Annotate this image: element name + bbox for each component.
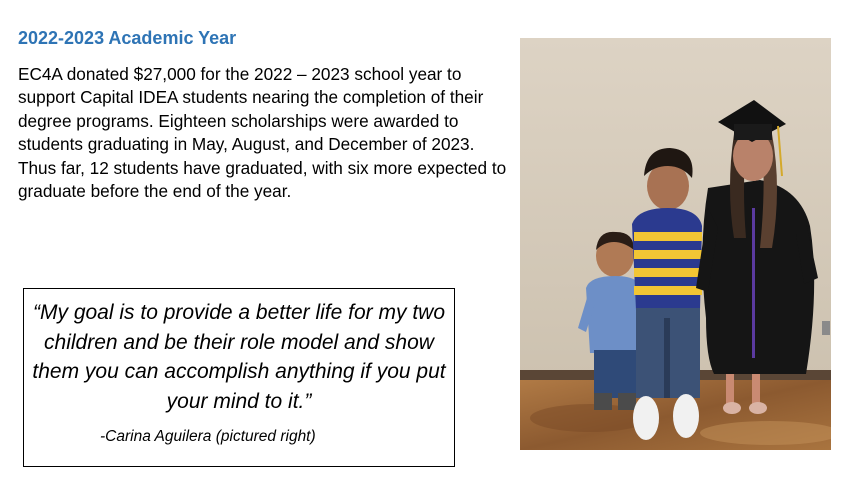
quote-box — [23, 288, 455, 467]
graduate-family-photo — [520, 38, 831, 450]
section-body-text: EC4A donated $27,000 for the 2022 – 2023 school year to support Capital IDEA students nearing the completion of their degree programs. Eighteen scholarships were awarded to students graduating in May, August, and December of 2023. Thus far, 12 students have graduated, with six more expected to graduate before the end of the year. — [18, 64, 507, 202]
quote-attribution: -Carina Aguilera (pictured right) — [100, 428, 316, 445]
section-heading: 2022-2023 Academic Year — [18, 28, 237, 48]
quote-text: “My goal is to provide a better life for my two children and be their role model and show them you can accomplish anything if you put your mind to it.” — [32, 301, 446, 413]
